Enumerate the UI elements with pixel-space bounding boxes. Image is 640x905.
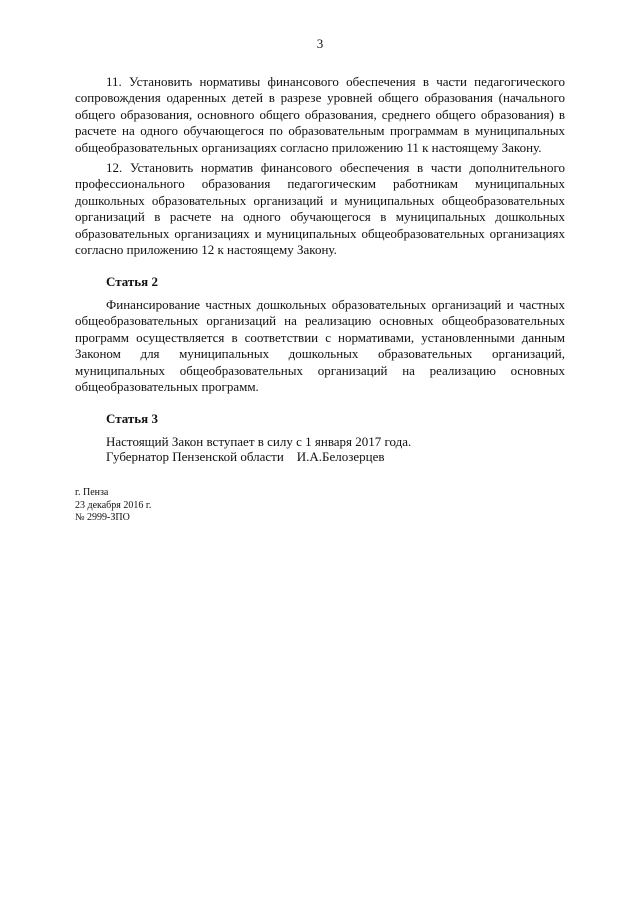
article-3-text: Настоящий Закон вступает в силу с 1 января 2017 года.: [106, 433, 412, 449]
article-2-heading: Статья 2: [106, 274, 158, 290]
article-2: [75, 274, 565, 395]
article-3: [75, 411, 565, 450]
document-footer: [75, 487, 151, 525]
signature-name: И.А.Белозерцев: [296, 449, 385, 464]
article-2-text: Финансирование частных дошкольных образовательных организаций и частных общеобразовательных организаций на реализацию основных общеобразовательных программ осуществляется в соответствии с нормативами, установленными данным Законом для муниципальных дошкольных образовательных организаций, муниципальных общеобразовательных организаций на реализацию основных общеобразовательных программ.: [75, 296, 565, 394]
signature-position: Губернатор Пензенской области: [106, 449, 284, 464]
footer-date: 23 декабря 2016 г.: [75, 499, 152, 511]
paragraph-11: 11. Установить нормативы финансового обеспечения в части педагогического сопровождения одаренных детей в разрезе уровней общего образования (начального общего образования, основного общего образования, среднего общего образования) в расчете на одного обучающегося по образовательным программам в муниципальных общеобразовательных организациях согласно приложению 11 к настоящему Закону.: [75, 74, 565, 155]
footer-number: № 2999-ЗПО: [75, 512, 130, 523]
signature-line: [106, 449, 385, 465]
page-number: 3: [316, 36, 324, 51]
paragraph-12: 12. Установить норматив финансового обеспечения в части дополнительного профессионального образования педагогическим работникам муниципальных дошкольных образовательных организаций и муниципальных общеобразовательных организаций в расчете на одного обучающегося в муниципальных дошкольных образовательных организациях и муниципальных общеобразовательных организациях согласно приложению 12 к настоящему Закону.: [75, 160, 565, 258]
document-body: [75, 74, 565, 450]
article-3-heading: Статья 3: [106, 411, 158, 427]
footer-city: г. Пенза: [75, 487, 109, 498]
